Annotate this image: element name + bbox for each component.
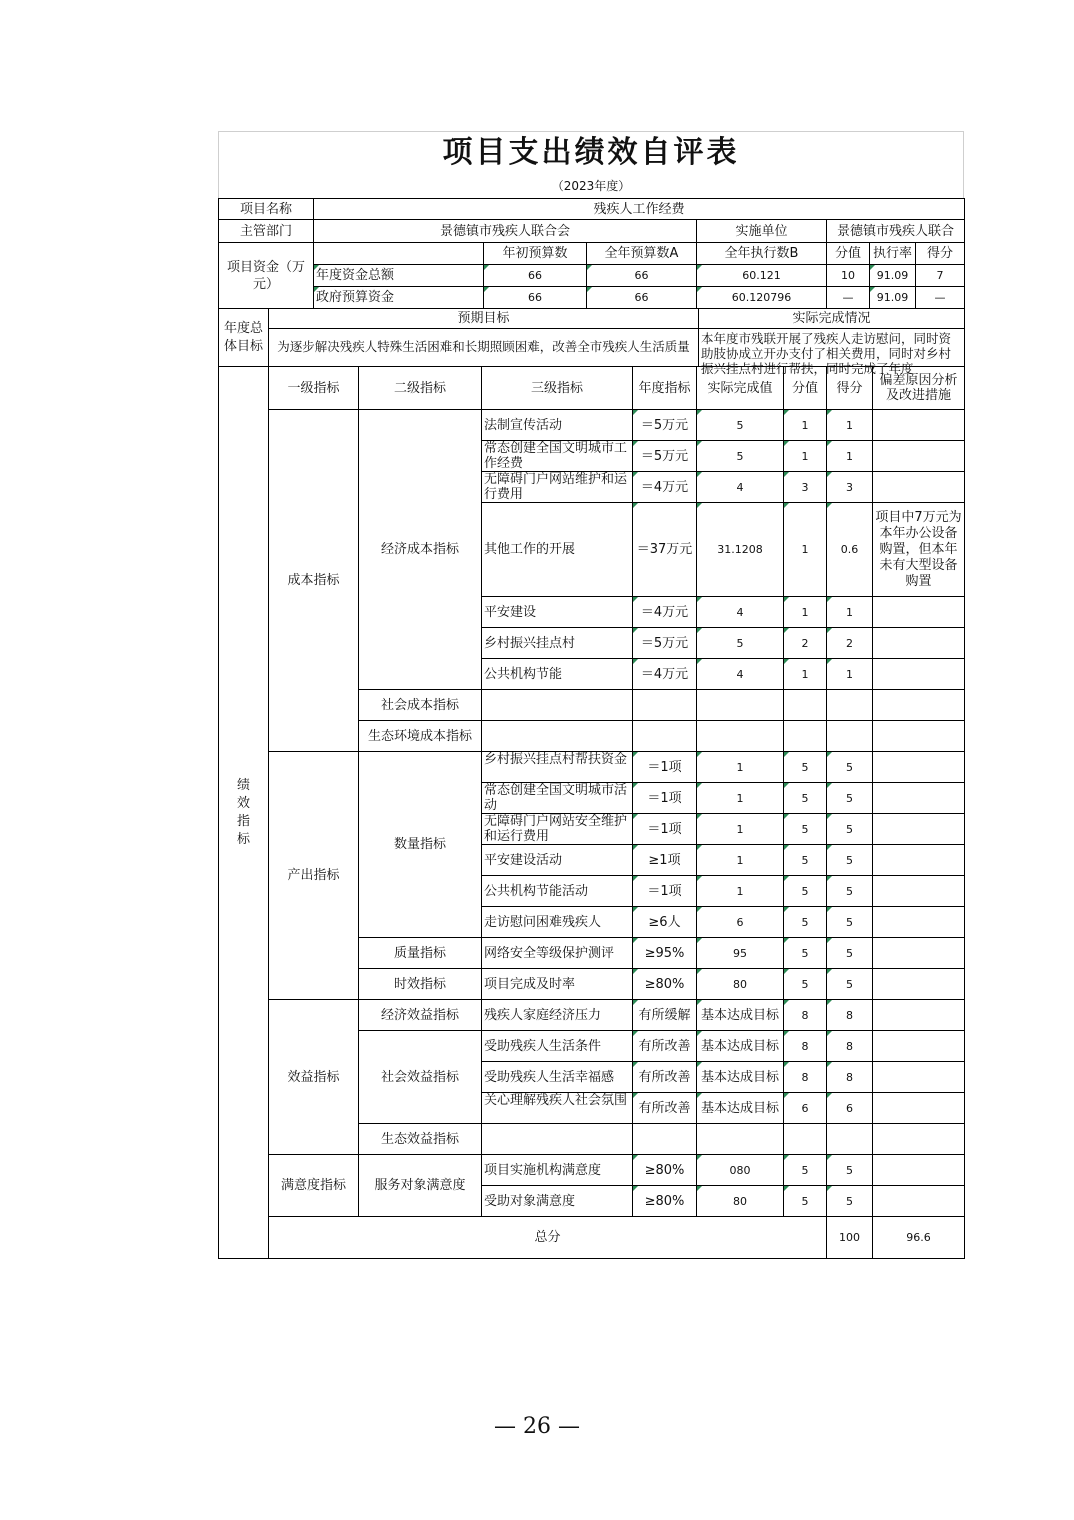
econ-cost-label: 经济成本指标 (359, 410, 482, 690)
indicator-actual: 基本达成目标 (697, 1093, 784, 1124)
fund-row-label: 年度资金总额 (314, 265, 484, 287)
indicators-section-label: 绩效指标 (219, 367, 269, 1259)
indicator-value: 5 (784, 938, 827, 969)
indicator-note (873, 628, 965, 659)
indicator-name: 项目完成及时率 (482, 969, 633, 1000)
indicator-name: 公共机构节能 (482, 659, 633, 690)
time-label: 时效指标 (359, 969, 482, 1000)
header-level1: 一级指标 (269, 367, 359, 410)
sheet-year: （2023年度） (218, 174, 964, 198)
indicator-value: 8 (784, 1031, 827, 1062)
expected-goal-text: 为逐步解决残疾人特殊生活困难和长期照顾困难，改善全市残疾人生活质量 (277, 339, 690, 354)
actual-header: 实际完成情况 (699, 309, 965, 329)
indicator-actual: 1 (697, 783, 784, 814)
indicator-name: 走访慰问困难残疾人 (482, 907, 633, 938)
indicator-score: 1 (827, 410, 873, 441)
indicator-value: 5 (784, 969, 827, 1000)
indicator-value: 1 (784, 659, 827, 690)
indicator-actual: 5 (697, 628, 784, 659)
fund-row-label: 政府预算资金 (314, 287, 484, 309)
indicator-value: 8 (784, 1062, 827, 1093)
header-actual: 实际完成值 (697, 367, 784, 410)
expected-goal (269, 329, 699, 367)
indicator-score: 2 (827, 628, 873, 659)
indicator-target: ＝4万元 (633, 659, 697, 690)
indicator-score: 5 (827, 1155, 873, 1186)
indicator-score: 5 (827, 876, 873, 907)
indicator-score: 5 (827, 752, 873, 783)
indicator-name: 公共机构节能活动 (482, 876, 633, 907)
indicator-actual: 4 (697, 659, 784, 690)
evaluation-sheet (218, 131, 964, 1259)
indicator-value: 3 (784, 472, 827, 503)
total-label: 总分 (269, 1217, 827, 1259)
indicator-actual: 1 (697, 845, 784, 876)
dept-value: 景德镇市残疾人联合会 (314, 220, 697, 243)
indicator-actual: 1 (697, 752, 784, 783)
indicator-target: 有所改善 (633, 1031, 697, 1062)
indicator-actual: 31.1208 (697, 503, 784, 597)
fund-rate: 91.09 (870, 287, 916, 309)
fund-score-value: 10 (827, 265, 870, 287)
indicator-name: 乡村振兴挂点村 (482, 628, 633, 659)
funds-table (218, 242, 965, 309)
indicator-target: ＝1项 (633, 876, 697, 907)
cost-label: 成本指标 (269, 410, 359, 752)
indicator-name: 无障碍门户网站维护和运行费用 (482, 472, 633, 503)
total-value: 100 (827, 1217, 873, 1259)
indicator-score: 5 (827, 845, 873, 876)
indicator-note (873, 659, 965, 690)
indicator-target: ≥80% (633, 969, 697, 1000)
indicator-note (873, 597, 965, 628)
indicator-score: 0.6 (827, 503, 873, 597)
indicator-value: 6 (784, 1093, 827, 1124)
indicator-value: 1 (784, 410, 827, 441)
indicator-score: 5 (827, 1186, 873, 1217)
social-cost-label: 社会成本指标 (359, 690, 482, 721)
col-initial: 年初预算数 (484, 243, 587, 265)
econ-benefit-label: 经济效益指标 (359, 1000, 482, 1031)
header-level2: 二级指标 (359, 367, 482, 410)
col-exec: 全年执行数B (697, 243, 827, 265)
fund-score: 7 (916, 265, 965, 287)
fund-score: — (916, 287, 965, 309)
fund-annual: 66 (587, 287, 697, 309)
fund-exec: 60.120796 (697, 287, 827, 309)
header-score: 得分 (827, 367, 873, 410)
indicator-actual: 80 (697, 1186, 784, 1217)
indicator-score: 1 (827, 441, 873, 472)
eco-cost-label: 生态环境成本指标 (359, 721, 482, 752)
indicator-actual: 基本达成目标 (697, 1062, 784, 1093)
indicator-value: 5 (784, 1155, 827, 1186)
indicator-value: 5 (784, 814, 827, 845)
indicator-name: 网络安全等级保护测评 (482, 938, 633, 969)
indicator-value: 8 (784, 1000, 827, 1031)
indicator-target: ＝1项 (633, 814, 697, 845)
dept-label: 主管部门 (219, 220, 314, 243)
project-name-label: 项目名称 (219, 199, 314, 220)
indicator-value: 5 (784, 845, 827, 876)
indicator-note (873, 410, 965, 441)
indicator-target: ＝4万元 (633, 597, 697, 628)
indicator-note (873, 441, 965, 472)
page-number: — 26 — (494, 1414, 580, 1439)
indicator-name: 项目实施机构满意度 (482, 1155, 633, 1186)
indicator-target: 有所缓解 (633, 1000, 697, 1031)
indicator-target: ＝1项 (633, 752, 697, 783)
goal-table (218, 308, 965, 376)
project-info-table (218, 198, 965, 243)
indicator-score: 6 (827, 1093, 873, 1124)
output-label: 产出指标 (269, 752, 359, 1000)
indicator-actual: 5 (697, 441, 784, 472)
indicator-target: ＝4万元 (633, 472, 697, 503)
impl-label: 实施单位 (697, 220, 827, 243)
actual-result-text: 本年度市残联开展了残疾人走访慰问，同时资助肢协成立开办支付了相关费用，同时对乡村振兴挂点村进行帮扶，同时完成了年度 (701, 330, 952, 376)
indicator-target: ＝5万元 (633, 628, 697, 659)
indicator-name: 其他工作的开展 (482, 503, 633, 597)
fund-rate: 91.09 (870, 265, 916, 287)
indicator-actual: 80 (697, 969, 784, 1000)
indicator-actual: 080 (697, 1155, 784, 1186)
indicator-note: 项目中7万元为本年办公设备购置，但本年未有大型设备购置 (873, 503, 965, 597)
indicator-name: 受助残疾人生活条件 (482, 1031, 633, 1062)
indicator-target: ＝5万元 (633, 410, 697, 441)
indicator-actual: 6 (697, 907, 784, 938)
indicator-score: 5 (827, 907, 873, 938)
indicator-target: ≥6人 (633, 907, 697, 938)
indicator-name: 残疾人家庭经济压力 (482, 1000, 633, 1031)
sheet-title: 项目支出绩效自评表 (218, 131, 964, 174)
indicator-target: ≥1项 (633, 845, 697, 876)
fund-initial: 66 (484, 287, 587, 309)
fund-score-value: — (827, 287, 870, 309)
indicator-score: 8 (827, 1062, 873, 1093)
indicator-name: 受助残疾人生活幸福感 (482, 1062, 633, 1093)
header-target: 年度指标 (633, 367, 697, 410)
indicator-name: 平安建设 (482, 597, 633, 628)
indicator-actual: 95 (697, 938, 784, 969)
indicator-score: 5 (827, 814, 873, 845)
indicator-value: 1 (784, 441, 827, 472)
quality-label: 质量指标 (359, 938, 482, 969)
indicator-target: ＝1项 (633, 783, 697, 814)
indicator-value: 5 (784, 1186, 827, 1217)
indicator-name: 乡村振兴挂点村帮扶资金 (482, 752, 633, 783)
indicator-score: 1 (827, 597, 873, 628)
total-score: 96.6 (873, 1217, 965, 1259)
indicator-score: 8 (827, 1031, 873, 1062)
indicator-score: 5 (827, 783, 873, 814)
indicator-target: ＝5万元 (633, 441, 697, 472)
indicator-note (873, 472, 965, 503)
project-name: 残疾人工作经费 (314, 199, 965, 220)
indicator-target: ≥80% (633, 1155, 697, 1186)
satisfaction-label: 满意度指标 (269, 1155, 359, 1217)
indicator-actual: 4 (697, 597, 784, 628)
impl-value: 景德镇市残疾人联合 (827, 220, 965, 243)
indicator-name: 受助对象满意度 (482, 1186, 633, 1217)
indicator-value: 1 (784, 503, 827, 597)
indicator-name: 无障碍门户网站安全维护和运行费用 (482, 814, 633, 845)
indicator-name: 关心理解残疾人社会氛围 (482, 1093, 633, 1124)
funds-label: 项目资金（万元） (219, 243, 314, 309)
indicator-target: 有所改善 (633, 1093, 697, 1124)
satisfaction-sub-label: 服务对象满意度 (359, 1155, 482, 1217)
indicator-target: ≥95% (633, 938, 697, 969)
expected-header: 预期目标 (269, 309, 699, 329)
indicator-value: 5 (784, 907, 827, 938)
col-annual: 全年预算数A (587, 243, 697, 265)
col-rate: 执行率 (870, 243, 916, 265)
indicator-actual: 基本达成目标 (697, 1000, 784, 1031)
indicator-value: 5 (784, 876, 827, 907)
indicator-table (218, 366, 965, 1259)
eco-benefit-label: 生态效益指标 (359, 1124, 482, 1155)
indicator-target: ＝37万元 (633, 503, 697, 597)
indicator-score: 5 (827, 969, 873, 1000)
benefit-label: 效益指标 (269, 1000, 359, 1155)
indicator-value: 1 (784, 597, 827, 628)
indicator-target: 有所改善 (633, 1062, 697, 1093)
goal-label: 年度总体目标 (219, 309, 269, 367)
indicator-name: 常态创建全国文明城市活动 (482, 783, 633, 814)
social-benefit-label: 社会效益指标 (359, 1031, 482, 1124)
indicator-actual: 1 (697, 876, 784, 907)
indicator-score: 1 (827, 659, 873, 690)
indicator-actual: 5 (697, 410, 784, 441)
indicator-name: 平安建设活动 (482, 845, 633, 876)
header-analysis: 偏差原因分析及改进措施 (873, 367, 965, 410)
col-score-value: 分值 (827, 243, 870, 265)
col-score: 得分 (916, 243, 965, 265)
indicator-target: ≥80% (633, 1186, 697, 1217)
fund-exec: 60.121 (697, 265, 827, 287)
indicator-value: 5 (784, 783, 827, 814)
indicator-value: 2 (784, 628, 827, 659)
indicator-score: 5 (827, 938, 873, 969)
indicator-name: 法制宣传活动 (482, 410, 633, 441)
indicator-actual: 1 (697, 814, 784, 845)
indicator-actual: 4 (697, 472, 784, 503)
indicator-score: 8 (827, 1000, 873, 1031)
quantity-label: 数量指标 (359, 752, 482, 938)
fund-initial: 66 (484, 265, 587, 287)
fund-annual: 66 (587, 265, 697, 287)
indicator-actual: 基本达成目标 (697, 1031, 784, 1062)
actual-result (699, 329, 965, 376)
indicator-value: 5 (784, 752, 827, 783)
indicator-score: 3 (827, 472, 873, 503)
header-level3: 三级指标 (482, 367, 633, 410)
header-score-value: 分值 (784, 367, 827, 410)
indicator-name: 常态创建全国文明城市工作经费 (482, 441, 633, 472)
